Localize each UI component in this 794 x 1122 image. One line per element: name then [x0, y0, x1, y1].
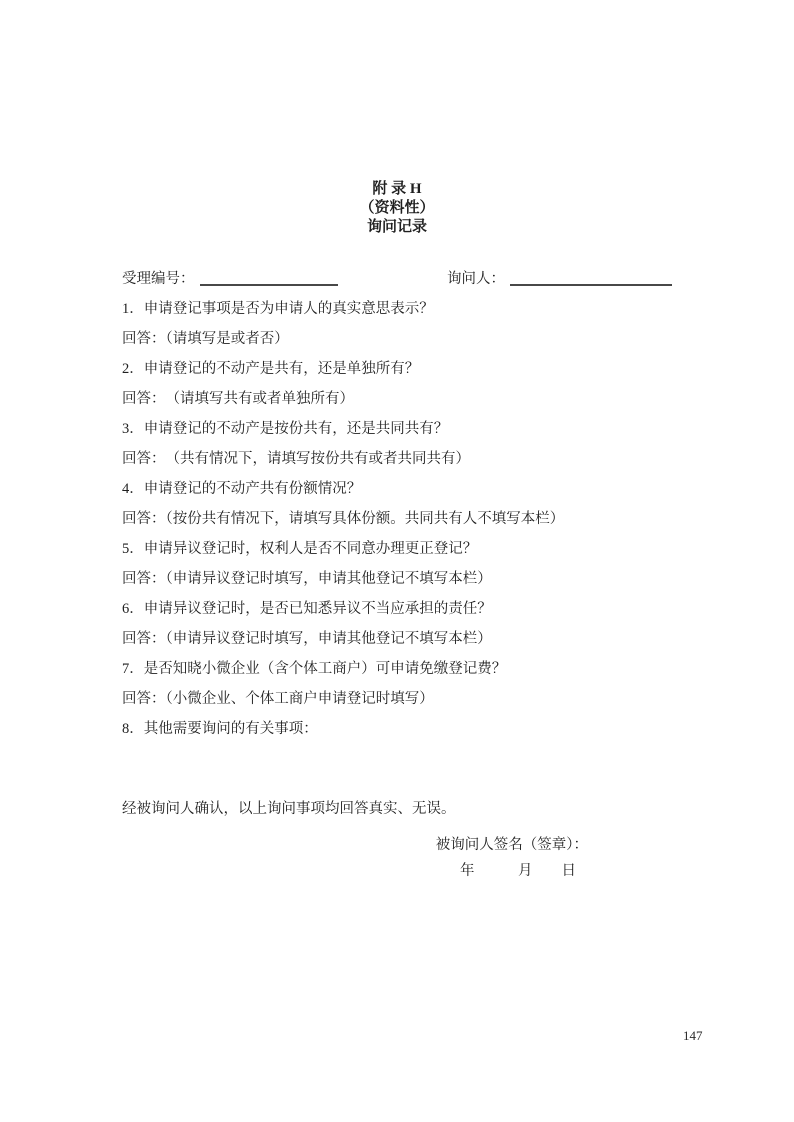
confirmation-statement: 经被询问人确认，以上询问事项均回答真实、无误。: [122, 801, 456, 817]
question-item-2: [122, 359, 672, 409]
acceptance-number-label: 受理编号：: [122, 271, 195, 287]
inquirer-field: [447, 269, 672, 289]
question-item-7: [122, 659, 672, 709]
answer-hint: 回答：（申请异议登记时填写，申请其他登记不填写本栏）: [122, 571, 492, 587]
question-text: 2．申请登记的不动产是共有，还是单独所有？: [122, 361, 420, 377]
page-number: 147: [683, 1028, 703, 1043]
question-text: 6．申请异议登记时，是否已知悉异议不当应承担的责任？: [122, 601, 492, 617]
inquirer-label: 询问人：: [447, 271, 505, 287]
date-line: 年 月 日: [460, 863, 576, 879]
document-title: 询问记录: [366, 219, 427, 235]
answer-hint: 回答：（请填写是或者否）: [122, 331, 289, 347]
question-item-4: [122, 479, 672, 529]
question-item-6: [122, 599, 672, 649]
answer-hint: 回答：（按份共有情况下，请填写具体份额。共同共有人不填写本栏）: [122, 511, 565, 527]
question-item-3: [122, 419, 672, 469]
signature-label: 被询问人签名（签章）：: [435, 837, 588, 853]
question-item-1: [122, 299, 672, 349]
question-text: 7．是否知晓小微企业（含个体工商户）可申请免缴登记费？: [122, 661, 507, 677]
acceptance-number-field: [122, 269, 338, 289]
appendix-type: （资料性）: [359, 200, 435, 216]
answer-hint: 回答： （共有情况下，请填写按份共有或者共同共有）: [122, 451, 470, 467]
title-block: [122, 180, 672, 237]
answer-hint: 回答： （请填写共有或者单独所有）: [122, 391, 354, 407]
question-text: 3．申请登记的不动产是按份共有，还是共同共有？: [122, 421, 449, 437]
question-text: 4．申请登记的不动产共有份额情况？: [122, 481, 362, 497]
answer-hint: 回答：（小微企业、个体工商户申请登记时填写）: [122, 691, 434, 707]
question-item-5: [122, 539, 672, 589]
appendix-label: 附 录 H: [372, 181, 422, 197]
header-row: [122, 269, 672, 289]
question-text: 8．其他需要询问的有关事项：: [122, 721, 318, 737]
inquirer-blank[interactable]: [510, 270, 672, 286]
question-text: 5．申请异议登记时，权利人是否不同意办理更正登记？: [122, 541, 478, 557]
question-text: 1．申请登记事项是否为申请人的真实意思表示？: [122, 301, 434, 317]
question-item-8: [122, 719, 672, 739]
acceptance-number-blank[interactable]: [200, 270, 338, 286]
answer-hint: 回答：（申请异议登记时填写，申请其他登记不填写本栏）: [122, 631, 492, 647]
